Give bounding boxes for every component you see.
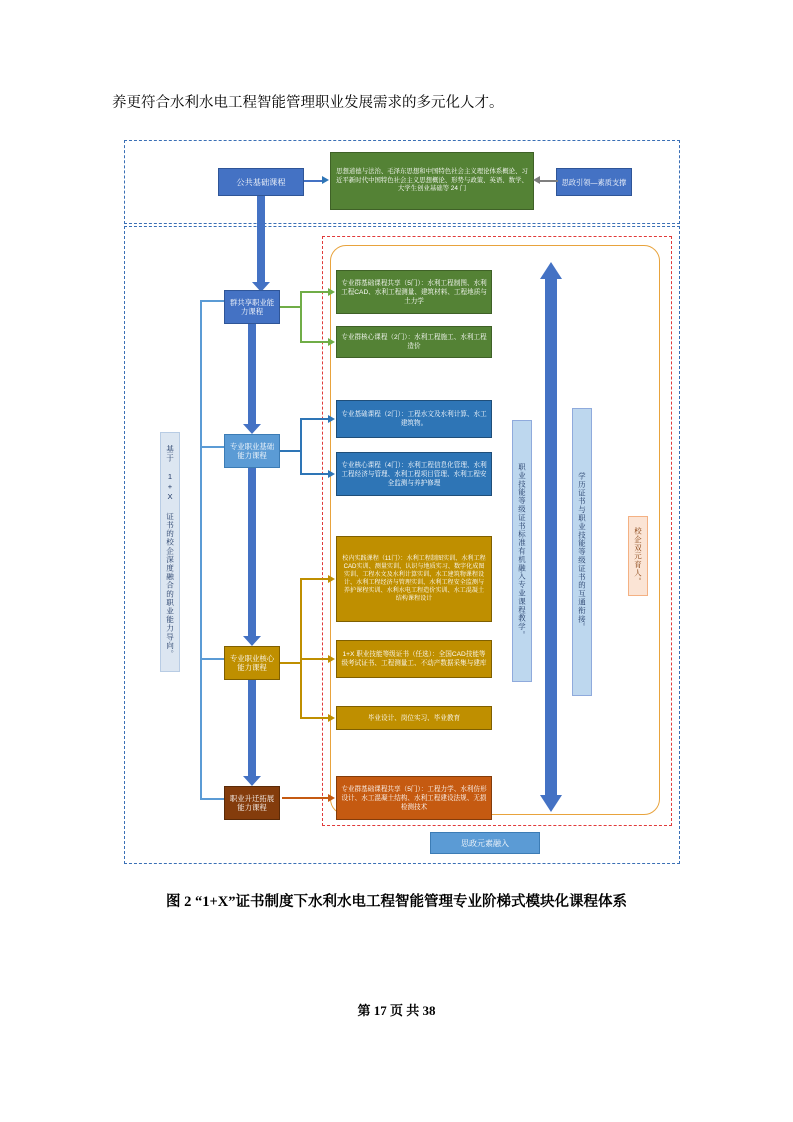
branch-line-group2 [300,418,302,474]
arrowhead-3-2 [328,655,335,663]
intro-paragraph: 养更符合水利水电工程智能管理职业发展需求的多元化人才。 [112,95,504,111]
arrowhead-1-1 [328,288,335,296]
connector-support-to-content [540,180,558,182]
connector-public-to-content [304,180,323,182]
module-box-3-2[interactable]: 1+X 职业技能等级证书（任选）：全国CAD技能等级考试证书、工程测量工、不动产数据采集与建库 [336,640,492,678]
node-public-basic-course[interactable]: 公共基础课程 [218,168,304,196]
module-box-3-3[interactable]: 毕业设计、岗位实习、毕业教育 [336,706,492,730]
label-vertical-credential-link: 学历证书与职业技能等级证书的互通衔接。 [572,408,592,696]
label-vertical-school-enterprise: 校企双元育人。 [628,516,648,596]
branch-arm-2-2 [300,473,330,475]
branch-line-group3 [300,578,302,718]
arrowhead-public-to-content [322,176,329,184]
figure-caption: 图 2 “1+X”证书制度下水利水电工程智能管理专业阶梯式模块化课程体系 [166,894,627,910]
module-box-1-2[interactable]: 专业群核心课程（2门）：水利工程施工、水利工程造价 [336,326,492,358]
branch-stem-group3 [280,662,302,664]
branch-arm-3-3 [300,717,330,719]
arrowhead-1-2 [328,338,335,346]
module-box-4-1[interactable]: 专业群基础课程共享（5门）：工程力学、水利仿形设计、水工混凝土结构、水利工程建设法规、无损检测技术 [336,776,492,820]
label-left-spine: 基于 1+X 证书的校企深度融合的职业能力导向。 [160,432,180,672]
node-ideology-support[interactable]: 思政引领—素质支撑 [556,168,632,196]
arrow-stage1-to-stage2 [243,324,261,434]
arrowhead-2-2 [328,470,335,478]
arrow-stage2-to-stage3 [243,468,261,646]
branch-arm-3-2 [300,658,330,660]
module-box-3-1[interactable]: 校内实践课程（11门）：水利工程制图实训、水利工程CAD实训、测量实训、认识与地质实习、数字化成图实训、工程水文及水利计算实训、水工建筑物课程设计、水利工程经济与管理实训、水利工程安全监测与养护课程实训、水利水电工程造价实训、水工混凝土结构课程设计 [336,536,492,622]
big-double-arrow [540,262,562,812]
arrowhead-2-1 [328,415,335,423]
module-box-1-1[interactable]: 专业群基础课程共享（5门）：水利工程制图、水利工程CAD、水利工程测量、建筑材料、工程地质与土力学 [336,270,492,314]
arrow-public-to-stage1 [252,196,270,292]
branch-line-group1 [300,292,302,342]
node-bottom-ideology[interactable]: 思政元素融入 [430,832,540,854]
spine-line [200,300,202,800]
arrowhead-support-to-content [533,176,540,184]
page-footer: 第 17 页 共 38 [357,1003,436,1018]
arrowhead-3-3 [328,714,335,722]
node-public-course-content[interactable]: 思想道德与法治、毛泽东思想和中国特色社会主义理论体系概论、习近平新时代中国特色社会主义思想概论、形势与政策、英语、数学、大学生创业基础等 24 门 [330,152,534,210]
branch-arm-1-2 [300,341,330,343]
label-vertical-cert-standard: 职业技能等级证书标准有机融入专业课程教学。 [512,420,532,682]
stage-box-3[interactable]: 专业职业核心能力课程 [224,646,280,680]
module-box-2-1[interactable]: 专业基础课程（2门）：工程水文及水利计算、水工建筑物。 [336,400,492,438]
branch-arm-4-1 [282,797,330,799]
stage-box-1[interactable]: 群共享职业能力课程 [224,290,280,324]
module-box-2-2[interactable]: 专业核心课程（4门）：水利工程信息化管理、水利工程经济与管理、水利工程项目管理、水利工程安全监测与养护修理 [336,452,492,496]
spine-branch-3 [200,658,224,660]
stage-box-2[interactable]: 专业职业基础能力课程 [224,434,280,468]
arrowhead-4-1 [328,794,335,802]
arrowhead-3-1 [328,575,335,583]
branch-arm-2-1 [300,418,330,420]
stage-box-4[interactable]: 职业升迁拓展能力课程 [224,786,280,820]
arrow-stage3-to-stage4 [243,680,261,786]
spine-branch-4 [200,798,224,800]
branch-arm-3-1 [300,578,330,580]
spine-branch-2 [200,446,224,448]
branch-arm-1-1 [300,291,330,293]
branch-stem-group2 [280,450,302,452]
branch-stem-group1 [280,306,302,308]
spine-branch-1 [200,300,224,302]
